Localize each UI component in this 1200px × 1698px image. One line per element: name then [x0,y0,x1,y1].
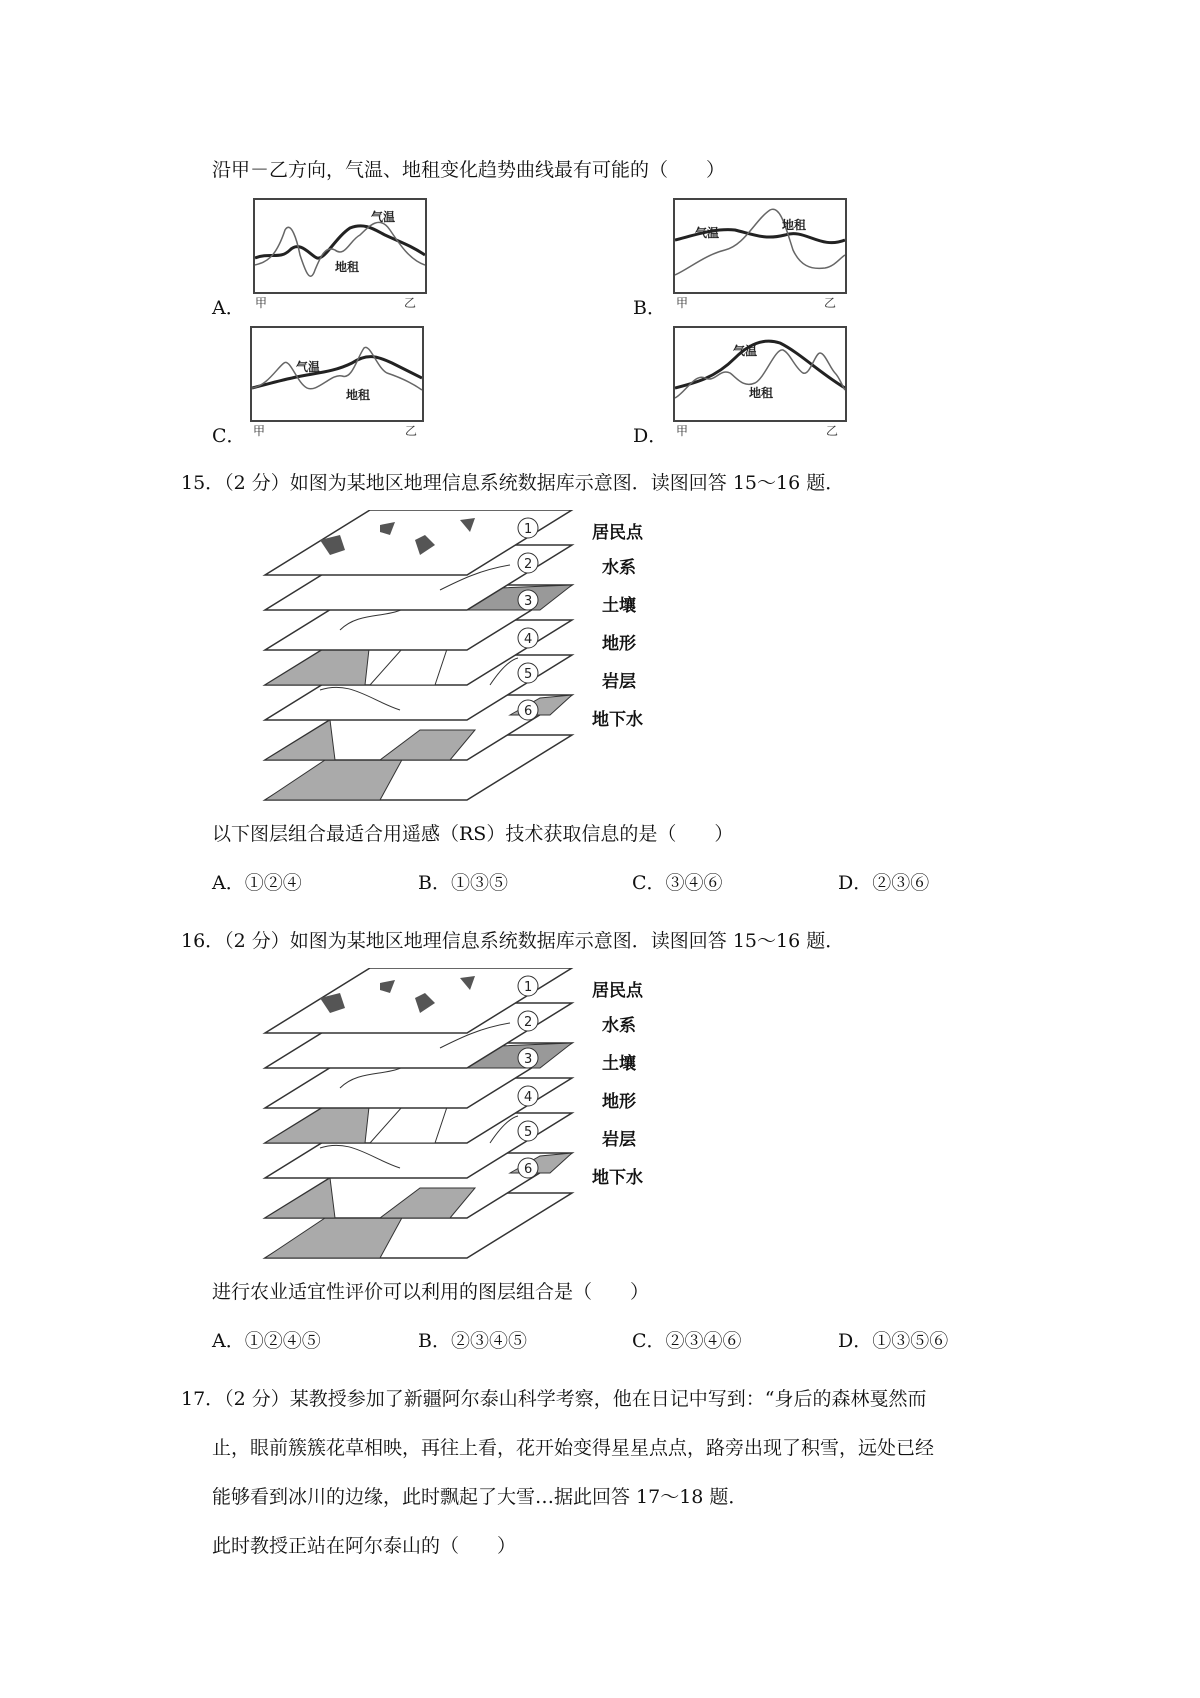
svg-text:4: 4 [524,1090,533,1105]
graph-d-temp-curve [675,341,845,388]
graph-b-start: 甲 [676,296,689,310]
q15-header: 15．（2 分）如图为某地区地理信息系统数据库示意图．读图回答 15～16 题． [181,472,845,494]
svg-text:6: 6 [524,1162,533,1177]
q16-option-b[interactable]: B．②③④⑤ [418,1330,527,1352]
q14-option-c-label[interactable]: C． [212,425,246,447]
q15-option-b[interactable]: B．①③⑤ [418,872,508,894]
graph-d-start: 甲 [676,424,689,438]
svg-text:5: 5 [524,1125,533,1140]
q15-option-c[interactable]: C．③④⑥ [632,872,723,894]
q15-stem: 以下图层组合最适合用遥感（RS）技术获取信息的是（ ） [212,823,734,845]
graph-d-end: 乙 [826,424,839,438]
q16-header: 16．（2 分）如图为某地区地理信息系统数据库示意图．读图回答 15～16 题． [181,930,845,952]
graph-b-end: 乙 [824,296,837,310]
graph-d [673,326,847,422]
q16-option-a[interactable]: A．①②④⑤ [212,1330,321,1352]
svg-text:2: 2 [524,1015,533,1030]
q15-option-d[interactable]: D．②③⑥ [838,872,930,894]
gis-1-layer-6-label: 地下水 [592,710,643,730]
gis-1-layer-2-label: 水系 [602,558,636,578]
svg-text:1: 1 [524,980,533,995]
svg-text:6: 6 [524,704,533,719]
gis-2-layer-1-label: 居民点 [592,981,643,1001]
q16-option-c[interactable]: C．②③④⑥ [632,1330,742,1352]
q15-option-a[interactable]: A．①②④ [212,872,302,894]
graph-b-rent-label: 地租 [782,218,807,232]
graph-a-rent-label: 地租 [335,260,360,274]
gis-2-layer-5-label: 岩层 [602,1130,636,1150]
gis-figure-2-svg [260,968,660,1268]
gis-2-layer-3-label: 土壤 [602,1054,636,1074]
gis-1-layer-3-label: 土壤 [602,596,636,616]
q17-line-2: 止，眼前簇簇花草相映，再往上看，花开始变得星星点点，路旁出现了积雪，远处已经 [212,1437,935,1459]
q16-option-d[interactable]: D．①③⑤⑥ [838,1330,949,1352]
graph-c-end: 乙 [405,424,418,438]
gis-1-layer-4-label: 地形 [602,634,636,654]
graph-a-start: 甲 [255,296,268,310]
graph-a-end: 乙 [404,296,417,310]
q16-stem: 进行农业适宜性评价可以利用的图层组合是（ ） [212,1281,650,1303]
svg-text:5: 5 [524,667,533,682]
q14-option-d-label[interactable]: D． [633,425,668,447]
svg-text:2: 2 [524,557,533,572]
svg-text:3: 3 [524,1052,533,1067]
gis-figure-1-svg [260,510,660,810]
q14-stem: 沿甲－乙方向，气温、地租变化趋势曲线最有可能的（ ） [212,159,726,181]
q14-option-b-label[interactable]: B． [633,297,666,319]
graph-c [250,326,424,422]
graph-c-temp-label: 气温 [296,360,321,374]
graph-a-temp-label: 气温 [371,210,396,224]
gis-figure-2 [260,968,660,1268]
gis-2-layer-6-label: 地下水 [592,1168,643,1188]
svg-text:4: 4 [524,632,533,647]
gis-figure-1 [260,510,660,810]
gis-2-layer-4-label: 地形 [602,1092,636,1112]
graph-d-temp-label: 气温 [733,344,758,358]
graph-b-temp-label: 气温 [695,226,720,240]
q14-option-a-label[interactable]: A． [212,297,245,319]
svg-text:3: 3 [524,594,533,609]
q17-line-3: 能够看到冰川的边缘，此时飘起了大雪…据此回答 17～18 题． [212,1486,748,1508]
graph-b [673,198,847,294]
graph-a [253,198,427,294]
graph-c-start: 甲 [253,424,266,438]
q17-line-1: 17．（2 分）某教授参加了新疆阿尔泰山科学考察，他在日记中写到：“身后的森林戛然而 [181,1388,927,1410]
gis-1-layer-1-label: 居民点 [592,523,643,543]
graph-d-rent-label: 地租 [749,386,774,400]
gis-2-layer-2-label: 水系 [602,1016,636,1036]
gis-1-layer-5-label: 岩层 [602,672,636,692]
graph-c-rent-label: 地租 [346,388,371,402]
q17-stem: 此时教授正站在阿尔泰山的（ ） [212,1535,517,1557]
svg-text:1: 1 [524,522,533,537]
graph-c-temp-curve [252,357,422,388]
